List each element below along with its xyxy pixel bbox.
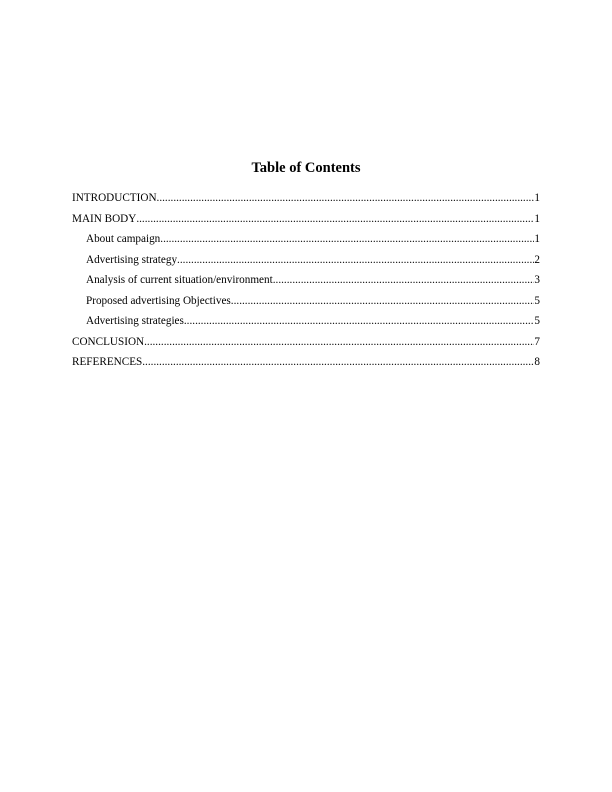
toc-dot-leader	[136, 211, 534, 227]
toc-title: Table of Contents	[251, 160, 361, 176]
toc-dot-leader	[144, 334, 534, 350]
toc-entry-page: 5	[534, 294, 540, 307]
toc-entry-page: 7	[534, 335, 540, 348]
toc-entry-label: Proposed advertising Objectives	[86, 294, 231, 307]
toc-entry-label: Advertising strategy	[86, 253, 178, 266]
toc-entry-page: 3	[534, 274, 540, 286]
toc-dot-leader	[177, 252, 534, 268]
toc-entry-label: Analysis of current situation/environment	[86, 274, 273, 286]
toc-entry-label: CONCLUSION	[72, 335, 145, 348]
toc-entry-page: 5	[534, 315, 540, 327]
toc-entry-advertising-strategy[interactable]	[72, 252, 540, 273]
toc-entry-label: INTRODUCTION	[72, 192, 157, 204]
toc-entry-proposed-advertising-objectives[interactable]	[72, 293, 540, 314]
toc-entry-page: 1	[534, 212, 540, 225]
toc-entry-about-campaign[interactable]	[72, 231, 540, 252]
toc-dot-leader	[184, 313, 535, 329]
toc-list	[72, 190, 540, 375]
toc-entry-advertising-strategies[interactable]	[72, 313, 540, 334]
toc-entry-conclusion[interactable]	[72, 334, 540, 355]
toc-entry-introduction[interactable]	[72, 190, 540, 211]
toc-dot-leader	[157, 190, 535, 206]
toc-entry-page: 1	[534, 192, 540, 204]
toc-entry-label: MAIN BODY	[72, 212, 137, 225]
toc-entry-page: 1	[534, 233, 540, 245]
toc-dot-leader	[273, 272, 535, 288]
toc-entry-label: REFERENCES	[72, 356, 143, 368]
toc-dot-leader	[231, 293, 535, 309]
toc-entry-main-body[interactable]	[72, 211, 540, 232]
toc-entry-page: 2	[534, 253, 540, 266]
toc-dot-leader	[160, 231, 534, 247]
toc-entry-page: 8	[534, 356, 540, 368]
toc-entry-label: About campaign	[86, 233, 161, 245]
toc-dot-leader	[142, 354, 534, 370]
toc-entry-label: Advertising strategies	[86, 315, 184, 327]
toc-entry-references[interactable]	[72, 354, 540, 375]
toc-entry-analysis-current-situation[interactable]	[72, 272, 540, 293]
